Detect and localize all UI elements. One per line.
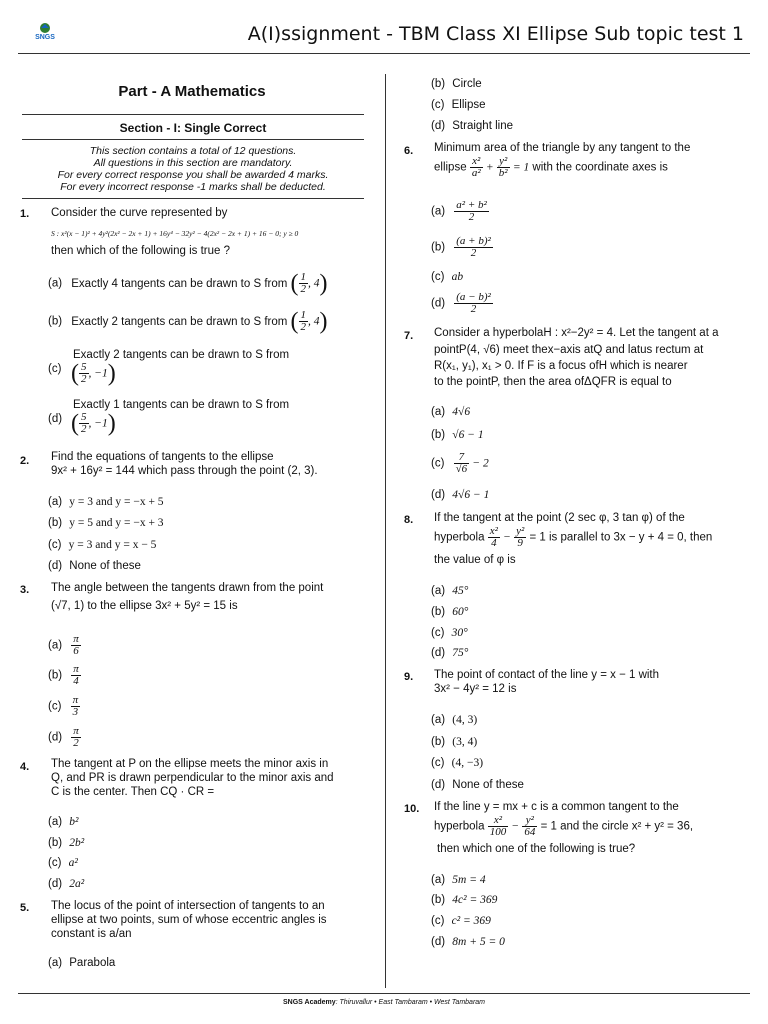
question-text: If the tangent at the point (2 sec φ, 3 tan φ) of the: [434, 512, 685, 524]
option-text: 60°: [452, 606, 469, 618]
option-d[interactable]: [431, 646, 468, 660]
fraction-numerator: a² + b²: [456, 199, 487, 211]
option-label: (b): [431, 606, 446, 618]
option-text: 2b²: [69, 837, 85, 849]
option-text: Exactly 2 tangents can be drawn to S from: [73, 349, 290, 361]
option-b[interactable]: [431, 428, 484, 442]
question-number: 7.: [404, 330, 414, 342]
option-text: 5m = 4: [452, 874, 486, 886]
question-text-part: ellipse: [434, 161, 467, 174]
question-text: constant is a/an: [51, 928, 132, 940]
option-c[interactable]: [431, 626, 468, 640]
option-b[interactable]: [48, 836, 84, 850]
option-label: (d): [431, 120, 446, 132]
fraction-denominator: 3: [72, 706, 79, 718]
option-a[interactable]: [48, 956, 115, 970]
option-text: None of these: [452, 779, 524, 791]
option-label: (a): [431, 406, 446, 418]
option-label: (c): [431, 457, 445, 470]
question-text: then which of the following is true ?: [51, 245, 230, 257]
option-text: 4√6 − 1: [452, 489, 490, 501]
option-b[interactable]: [48, 516, 164, 530]
question-text: 3x² − 4y² = 12 is: [434, 683, 517, 695]
fraction-denominator: √6: [455, 463, 468, 475]
option-text: (4, −3): [451, 757, 484, 769]
fraction-denominator: 4: [73, 675, 79, 687]
option-text: Exactly 2 tangents can be drawn to S from: [71, 315, 288, 328]
question-text: The point of contact of the line y = x − 1 with: [434, 669, 660, 681]
fraction-numerator: (a + b)²: [456, 235, 491, 247]
option-c[interactable]: [48, 856, 78, 870]
option-text: 30°: [451, 627, 468, 639]
option-label: (b): [48, 517, 63, 529]
option-label: (a): [48, 957, 63, 969]
option-d[interactable]: [431, 119, 513, 133]
question-number: 3.: [20, 584, 30, 596]
question-text: the value of φ is: [434, 554, 516, 566]
option-c[interactable]: [48, 695, 80, 718]
option-label: (c): [48, 539, 62, 551]
option-text: y = 3 and y = −x + 5: [69, 496, 164, 508]
option-c[interactable]: [48, 538, 156, 552]
option-text: c² = 369: [451, 915, 491, 927]
option-label: (b): [48, 669, 63, 682]
option-b[interactable]: (b) Exactly 2 tangents can be drawn to S from ( $\frac{1}{2}$ , 4): [48, 308, 328, 335]
option-label: (a): [431, 205, 446, 218]
option-label: (b): [431, 894, 446, 906]
footer-divider: [18, 993, 750, 994]
option-text: 4c² = 369: [452, 894, 498, 906]
option-label: (d): [431, 489, 446, 501]
option-d[interactable]: [48, 726, 81, 749]
question-text: Consider a hyperbolaH : x²−2y² = 4. Let the tangent at a: [434, 327, 719, 339]
question-text: then which one of the following is true?: [437, 843, 636, 855]
question-text: R(x₁, y₁), x₁ > 0. If F is a focus ofH which is nearer: [434, 360, 688, 372]
option-label: (d): [48, 731, 63, 744]
fraction-numerator: (a − b)²: [456, 291, 491, 303]
fraction-denominator: 2: [470, 247, 477, 259]
option-text: y = 3 and y = x − 5: [68, 539, 157, 551]
option-label: (a): [48, 639, 63, 652]
option-label: (b): [431, 736, 446, 748]
option-a[interactable]: [431, 873, 486, 887]
footer: [0, 999, 768, 1006]
option-text: √6 − 1: [452, 429, 484, 441]
option-c[interactable]: [431, 914, 491, 928]
option-text: − 2: [472, 457, 489, 470]
question-text: Consider the curve represented by: [51, 207, 228, 219]
question-number: 6.: [404, 145, 414, 157]
option-label: (a): [48, 277, 63, 290]
option-d[interactable]: (d) Exactly 1 tangents can be drawn to S from ( $\frac{5}{2}$ , −1): [48, 399, 290, 437]
option-c[interactable]: [431, 756, 483, 770]
option-d[interactable]: [431, 292, 493, 315]
question-text-part: with the coordinate axes is: [532, 161, 668, 174]
instruction-line: This section contains a total of 12 questions.: [89, 145, 297, 157]
question-text: (√7, 1) to the ellipse 3x² + 5y² = 15 is: [51, 600, 238, 612]
option-d[interactable]: [431, 778, 524, 792]
option-text: Circle: [452, 78, 482, 90]
fraction-denominator: 2: [468, 211, 475, 223]
option-label: (b): [431, 429, 446, 441]
fraction-denominator: 6: [73, 645, 79, 657]
option-text: Straight line: [452, 120, 513, 132]
option-label: (b): [48, 837, 63, 849]
option-a[interactable]: [48, 495, 164, 509]
option-label: (b): [431, 78, 446, 90]
option-d[interactable]: [431, 935, 505, 949]
option-label: (d): [48, 413, 63, 425]
option-d[interactable]: [48, 559, 141, 573]
option-b[interactable]: [431, 605, 468, 619]
question-text: Q, and PR is drawn perpendicular to the minor axis and: [51, 772, 334, 784]
option-label: (d): [48, 560, 63, 572]
option-a[interactable]: [431, 713, 477, 727]
option-label: (d): [431, 779, 446, 791]
option-label: (c): [431, 99, 445, 111]
option-label: (c): [48, 363, 62, 375]
option-text: b²: [69, 816, 79, 828]
option-d[interactable]: [48, 877, 84, 891]
option-label: (d): [431, 647, 446, 659]
question-number: 8.: [404, 514, 414, 526]
option-text: None of these: [69, 560, 141, 572]
question-text: ellipse $\frac{\text{x²}}{\text{a²}}$ + $\frac{\text{y²}}{\text{b²}}$ = 1 with the coordinate axes is: [434, 155, 668, 179]
option-text: a²: [68, 857, 78, 869]
option-text: 2a²: [69, 878, 85, 890]
option-a[interactable]: [48, 634, 81, 657]
question-text: The locus of the point of intersection of tangents to an: [51, 900, 325, 912]
question-text: The tangent at P on the ellipse meets the minor axis in: [51, 758, 329, 770]
header-divider: [18, 53, 750, 54]
option-label: (c): [431, 627, 445, 639]
question-text: to the pointP, then the area ofΔQFR is equal to: [434, 376, 672, 388]
question-text-part: = 1 is parallel to 3x − y + 4 = 0, then: [529, 531, 713, 544]
question-text: pointP(4, √6) meet thex−axis atQ and latus rectum at: [434, 344, 704, 356]
option-text: Parabola: [69, 957, 116, 969]
question-text-part: hyperbola: [434, 820, 485, 833]
instruction-line: For every incorrect response -1 marks shall be deducted.: [60, 181, 326, 193]
question-text-part: = 1 and the circle x² + y² = 36,: [540, 820, 694, 833]
question-text: The angle between the tangents drawn from the point: [51, 582, 324, 594]
option-b[interactable]: [431, 893, 497, 907]
option-a[interactable]: [48, 815, 78, 829]
question-number: 5.: [20, 902, 30, 914]
logo-icon: [37, 22, 53, 34]
fraction-denominator: 2: [73, 737, 79, 749]
instruction-line: For every correct response you shall be awarded 4 marks.: [57, 169, 329, 181]
section-rule-top: [22, 114, 364, 115]
question-text: 9x² + 16y² = 144 which pass through the point (2, 3).: [51, 465, 318, 477]
option-label: (a): [431, 874, 446, 886]
option-label: (c): [431, 915, 445, 927]
option-text: 4√6: [452, 406, 471, 418]
option-label: (c): [48, 700, 62, 713]
option-label: (a): [48, 816, 63, 828]
instructions-rule: [22, 198, 364, 199]
fraction-numerator: π: [73, 663, 79, 675]
question-text: hyperbola $\frac{\text{x²}}{100}$ − $\frac{\text{y²}}{64}$ = 1 and the circle x² + y² = 36,: [434, 814, 694, 838]
option-text: (4, 3): [452, 714, 478, 726]
option-text: 45°: [452, 585, 469, 597]
option-a[interactable]: (a) Exactly 4 tangents can be drawn to S from ( $\frac{1}{2}$ , 4): [48, 270, 328, 297]
question-number: 1.: [20, 208, 30, 220]
option-c[interactable]: (c) Exactly 2 tangents can be drawn to S from ( $\frac{5}{2}$ , −1): [48, 349, 290, 387]
option-a[interactable]: [431, 200, 489, 223]
option-c[interactable]: [431, 270, 463, 284]
question-text: C is the center. Then CQ · CR =: [51, 786, 215, 798]
option-text: ab: [451, 271, 464, 283]
option-label: (d): [48, 878, 63, 890]
option-label: (c): [431, 757, 445, 769]
option-b[interactable]: [431, 735, 477, 749]
question-number: 10.: [404, 803, 420, 815]
logo-text: SNGS: [35, 34, 55, 41]
question-text: Minimum area of the triangle by any tangent to the: [434, 142, 691, 154]
fraction-numerator: π: [73, 725, 79, 737]
part-title: Part - A Mathematics: [118, 83, 266, 100]
option-text: Ellipse: [451, 99, 486, 111]
section-rule-bottom: [22, 139, 364, 140]
footer-brand: SNGS Academy: [282, 999, 336, 1006]
footer-locations: : Thiruvallur • East Tambaram • West Tambaram: [335, 999, 485, 1006]
option-text: Exactly 1 tangents can be drawn to S from: [73, 399, 290, 411]
option-b[interactable]: [431, 236, 493, 259]
instruction-line: All questions in this section are mandatory.: [93, 157, 293, 169]
logo: [30, 22, 60, 46]
column-divider: [385, 74, 386, 988]
option-d[interactable]: [431, 488, 489, 502]
option-label: (b): [48, 315, 63, 328]
option-label: (a): [48, 496, 63, 508]
question-number: 2.: [20, 455, 30, 467]
fraction-numerator: 7: [454, 452, 470, 464]
question-text-part: hyperbola: [434, 531, 485, 544]
instructions: [22, 145, 364, 193]
option-text: Exactly 4 tangents can be drawn to S from: [71, 277, 288, 290]
option-text: y = 5 and y = −x + 3: [69, 517, 164, 529]
fraction-numerator: π: [73, 633, 79, 645]
option-text: 8m + 5 = 0: [452, 936, 505, 948]
question-number: 4.: [20, 761, 30, 773]
fraction-denominator: 2: [470, 303, 477, 315]
option-a[interactable]: [431, 405, 470, 419]
question-text: Find the equations of tangents to the ellipse: [51, 451, 274, 463]
option-label: (c): [48, 857, 62, 869]
option-c[interactable]: [431, 98, 486, 112]
fraction-numerator: π: [72, 694, 79, 706]
option-text: 75°: [452, 647, 469, 659]
option-c[interactable]: [431, 452, 489, 475]
option-label: (d): [431, 936, 446, 948]
option-label: (c): [431, 271, 445, 283]
option-text: (3, 4): [452, 736, 478, 748]
option-a[interactable]: [431, 584, 468, 598]
option-label: (a): [431, 714, 446, 726]
option-label: (d): [431, 297, 446, 310]
question-number: 9.: [404, 671, 414, 683]
page-title: A(I)ssignment - TBM Class XI Ellipse Sub topic test 1: [247, 23, 744, 45]
option-label: (b): [431, 241, 446, 254]
question-text: ellipse at two points, sum of whose eccentric angles is: [51, 914, 327, 926]
question-equation: S : x²(x − 1)² + 4y²(2x² − 2x + 1) + 16y⁴ − 32y² − 4(2x² − 2x + 1) + 16 − 0; y ≥ 0: [51, 229, 299, 238]
question-text: If the line y = mx + c is a common tangent to the: [434, 801, 679, 813]
section-title: Section - I: Single Correct: [119, 121, 267, 135]
question-text: hyperbola $\frac{\text{x²}}{4}$ − $\frac{\text{y²}}{9}$ = 1 is parallel to 3x − y + 4 = 0, then: [434, 525, 713, 549]
option-label: (a): [431, 585, 446, 597]
option-b[interactable]: [431, 77, 482, 91]
option-b[interactable]: [48, 664, 81, 687]
